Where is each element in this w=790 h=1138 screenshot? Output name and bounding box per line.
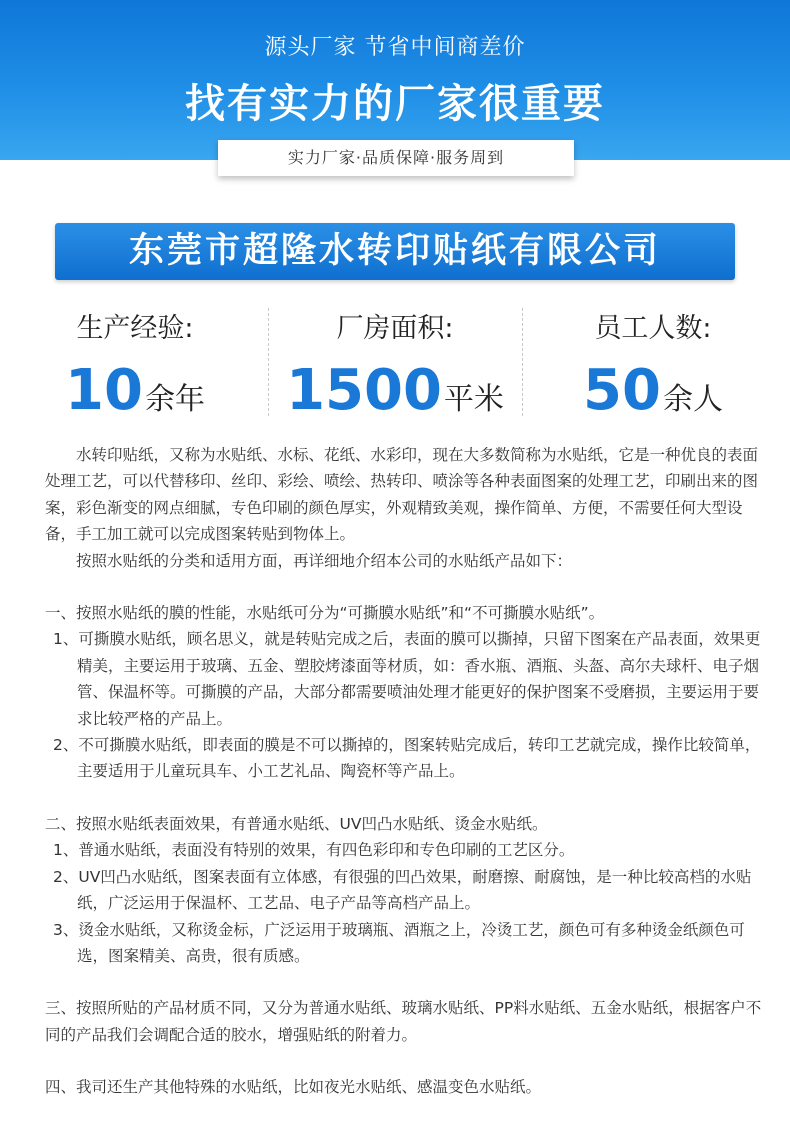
section-item: 3、烫金水贴纸，又称烫金标，广泛运用于玻璃瓶、酒瓶之上，冷烫工艺，颜色可有多种烫金纸颜色可选，图案精美、高贵，很有质感。 [53,920,745,965]
stat-factory-area [270,310,520,423]
article-body [45,442,770,1101]
section-heading: 二、按照水贴纸表面效果，有普通水贴纸、UV凹凸水贴纸、烫金水贴纸。 [45,814,548,833]
stat-value: 10 [65,358,143,423]
stat-label: 厂房面积: [336,313,454,344]
intro-paragraph: 水转印贴纸，又称为水贴纸、水标、花纸、水彩印，现在大多数简称为水贴纸，它是一种优良的表面处理工艺，可以代替移印、丝印、彩绘、喷绘、热转印、喷涂等各种表面图案的处理工艺，印刷出来的图案，彩色渐变的网点细腻，专色印刷的颜色厚实，外观精致美观，操作简单、方便，不需要任何大型设备，手工加工就可以完成图案转贴到物体上。 [45,446,759,544]
stat-divider [268,308,269,416]
intro-paragraph: 按照水贴纸的分类和适用方面，再详细地介绍本公司的水贴纸产品如下： [76,551,573,570]
section-heading: 一、按照水贴纸的膜的性能，水贴纸可分为“可撕膜水贴纸”和“不可撕膜水贴纸”。 [45,604,605,623]
hero-title: 找有实力的厂家很重要 [185,81,605,127]
stat-value: 1500 [286,358,442,423]
stat-divider [522,308,523,416]
section-heading: 三、按照所贴的产品材质不同，又分为普通水贴纸、玻璃水贴纸、PP料水贴纸、五金水贴纸，根据客户不同的产品我们会调配合适的胶水，增强贴纸的附着力。 [45,999,762,1044]
stats-row [0,310,790,423]
stat-label: 生产经验: [76,313,194,344]
hero-subtitle: 源头厂家 节省中间商差价 [264,35,526,60]
hero-banner [0,0,790,160]
stat-unit: 余年 [144,382,205,417]
stat-employees [528,310,778,423]
section-item: 1、可撕膜水贴纸，顾名思义，就是转贴完成之后，表面的膜可以撕掉，只留下图案在产品表面，效果更精美，主要运用于玻璃、五金、塑胶烤漆面等材质，如：香水瓶、酒瓶、头盔、高尔夫球杆、电子烟管、保温杯等。可撕膜的产品，大部分都需要喷油处理才能更好的保护图案不受磨损，主要运用于要求比较严格的产品上。 [53,630,761,728]
section-item: 1、普通水贴纸，表面没有特别的效果，有四色彩印和专色印刷的工艺区分。 [53,841,575,860]
stat-unit: 平米 [443,382,504,417]
stat-label: 员工人数: [594,313,712,344]
stat-value: 50 [583,358,661,423]
section-item: 2、不可撕膜水贴纸，即表面的膜是不可以撕掉的，图案转贴完成后，转印工艺就完成，操作比较简单，主要适用于儿童玩具车、小工艺礼品、陶瓷杯等产品上。 [53,736,761,781]
company-name-banner: 东莞市超隆水转印贴纸有限公司 [55,223,735,280]
hero-ribbon: 实力厂家·品质保障·服务周到 [218,140,574,176]
stat-experience [10,310,260,423]
section-item: 2、UV凹凸水贴纸，图案表面有立体感，有很强的凹凸效果，耐磨擦、耐腐蚀，是一种比较高档的水贴纸，广泛运用于保温杯、工艺品、电子产品等高档产品上。 [53,867,752,913]
section-heading: 四、我司还生产其他特殊的水贴纸，比如夜光水贴纸、感温变色水贴纸。 [45,1078,542,1097]
stat-unit: 余人 [662,382,723,417]
